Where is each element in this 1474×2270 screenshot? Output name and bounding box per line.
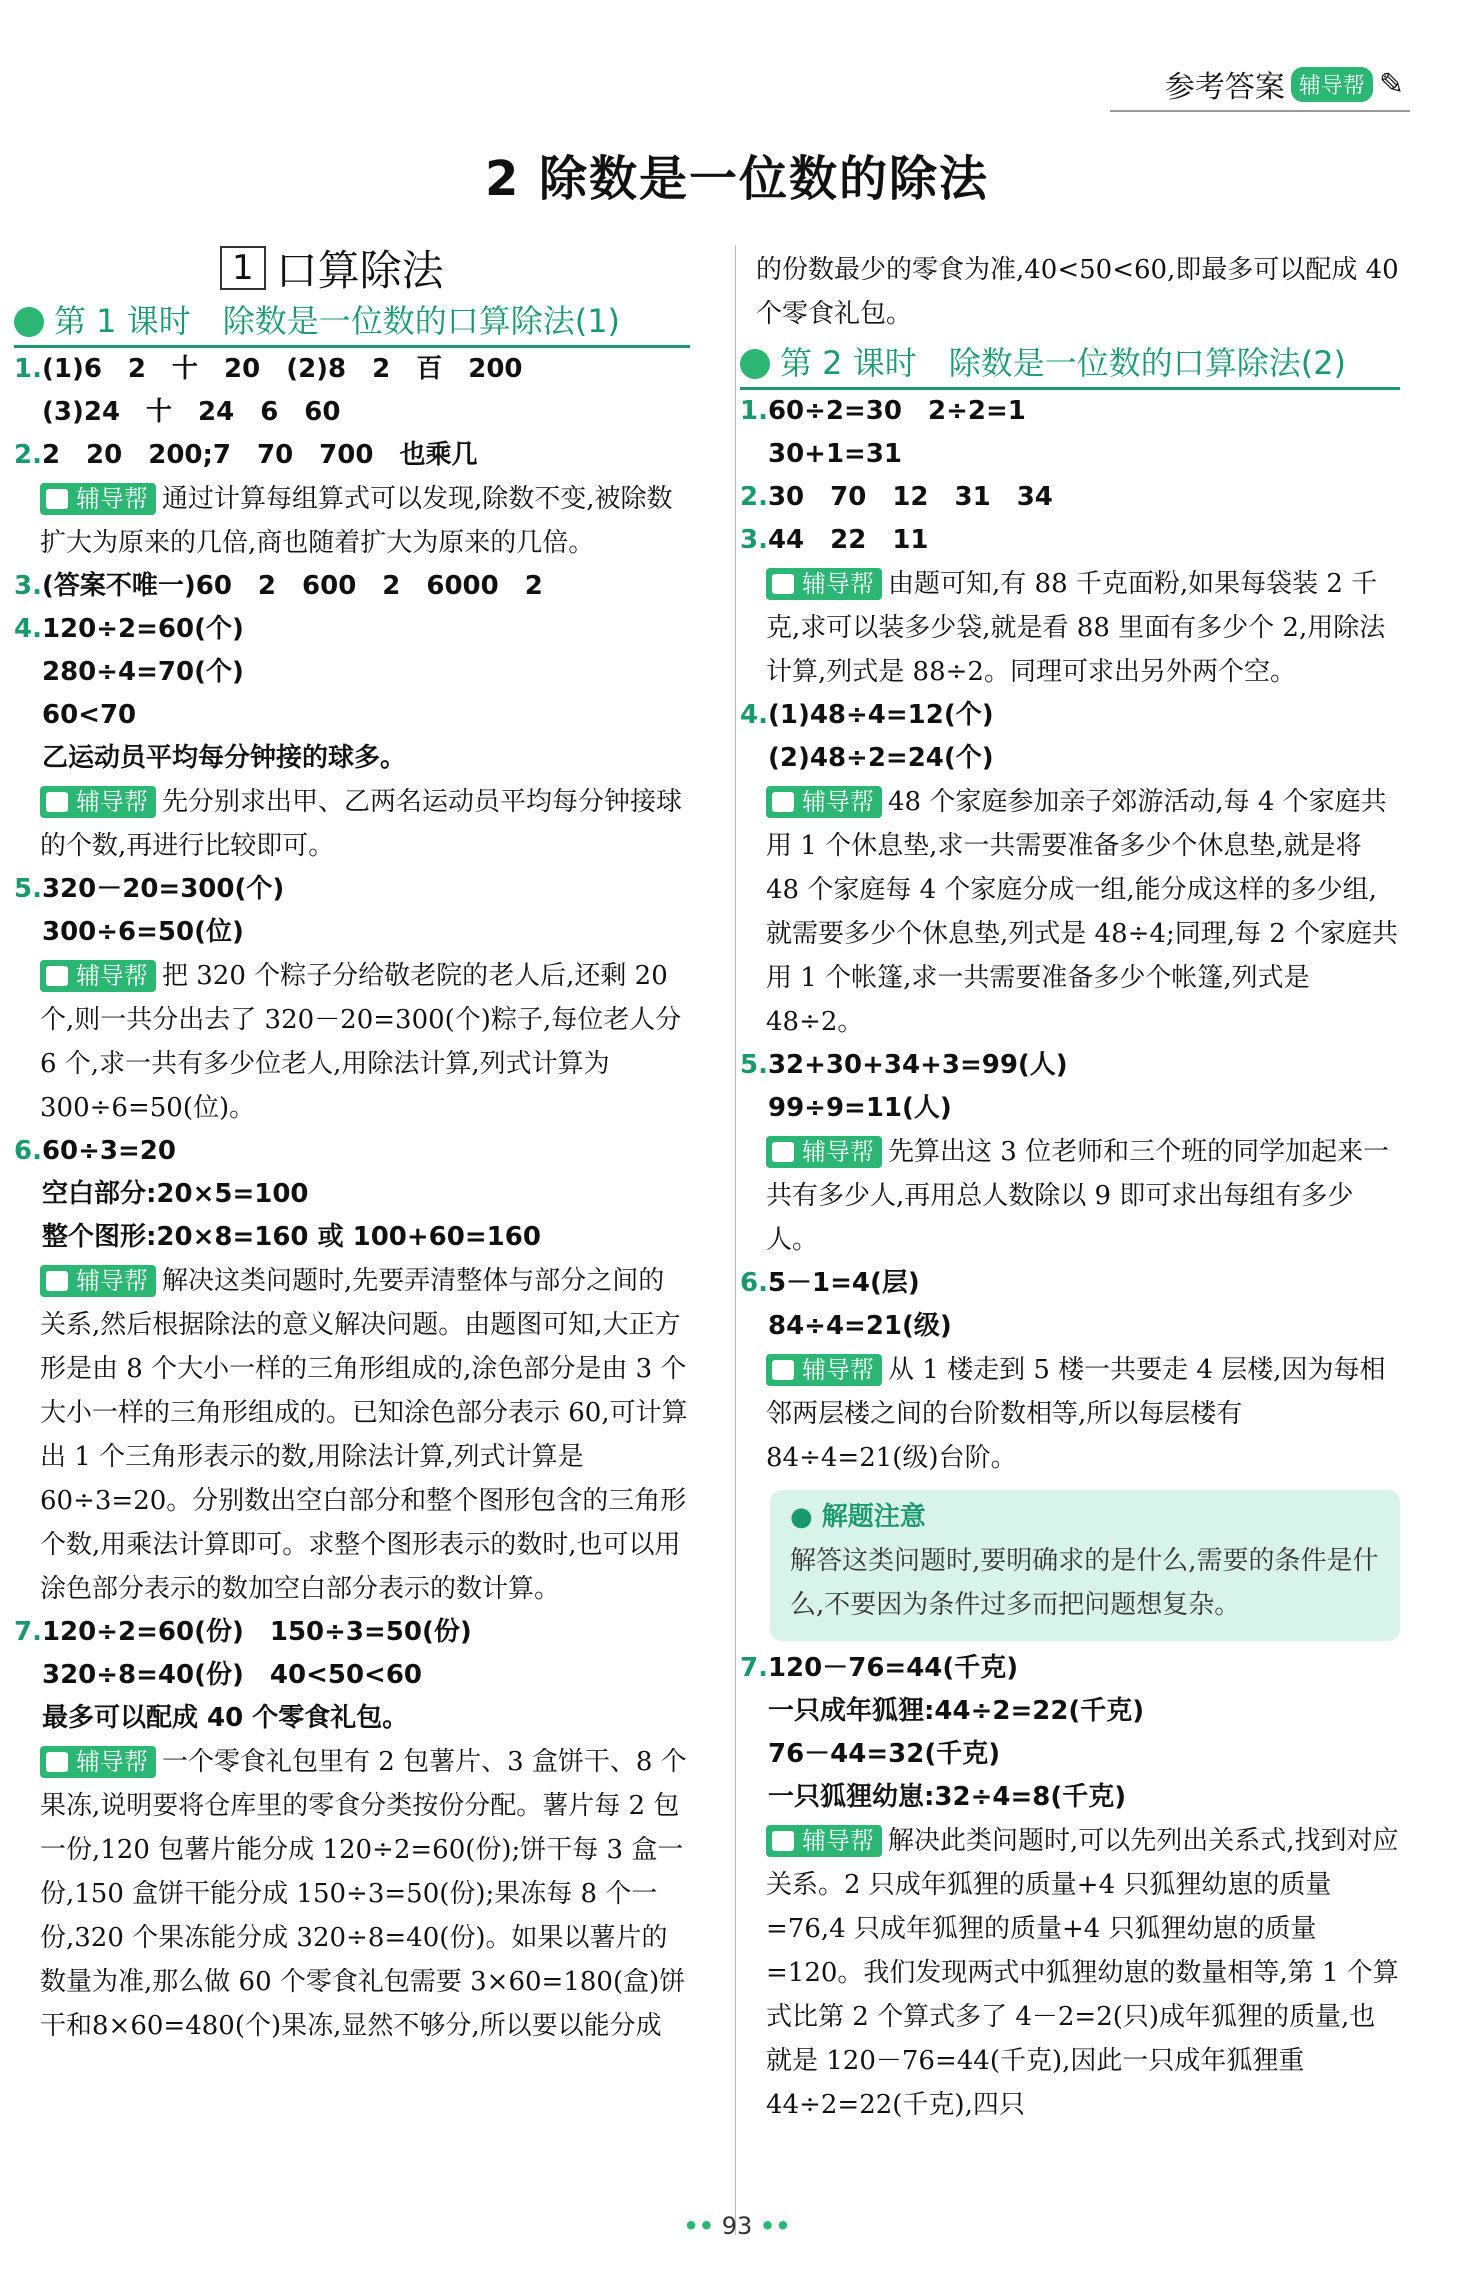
answer-7: 7.120÷2=60(份) 150÷3=50(份) [14, 1617, 472, 1647]
right-column [740, 248, 1400, 2127]
explanation-r4: 辅导帮 48 个家庭参加亲子郊游活动,每 4 个家庭共用 1 个休息垫,求一共需要准备多少个休息垫,就是将 48 个家庭每 4 个家庭分成一组,能分成这样的多少组,就需要多少个休息垫,列式是 48÷4;同理,每 2 个家庭共用 1 个帐篷,求一共需要准备多少个帐篷,列式是48÷2。 [766, 787, 1399, 1037]
answer-4d: 乙运动员平均每分钟接的球多。 [42, 743, 407, 773]
header-rule [1110, 110, 1410, 112]
explanation-r3: 辅导帮 由题可知,有 88 千克面粉,如果每袋装 2 千克,求可以装多少袋,就是看 88 里面有多少个 2,用除法计算,列式是 88÷2。同理可求出另外两个空。 [766, 569, 1386, 687]
lesson-icon [740, 349, 770, 379]
answer-1b: (3)24 十 24 6 60 [42, 397, 341, 427]
column-divider [735, 245, 736, 2235]
answer-4c: 60<70 [42, 700, 137, 730]
header-text: 参考答案 [1164, 70, 1285, 105]
lesson-icon [14, 307, 44, 337]
answer-3: 3.(答案不唯一)60 2 600 2 6000 2 [14, 571, 543, 601]
explanation-r7: 辅导帮 解决此类问题时,可以先列出关系式,找到对应关系。2 只成年狐狸的质量+4 只狐狸幼崽的质量=76,4 只成年狐狸的质量+4 只狐狸幼崽的质量=120。我们发现两式中狐狸幼崽的数量相等,第 1 个算式比第 2 个算式多了 4－2=2(只)成年狐狸的质量,也就是 120－76=44(千克),因此一只成年狐狸重 44÷2=22(千克),四只 [766, 1826, 1399, 2120]
explanation-4: 辅导帮 先分别求出甲、乙两名运动员平均每分钟接球的个数,再进行比较即可。 [40, 787, 683, 861]
answer-r6: 6.5－1=4(层) [740, 1268, 920, 1298]
lesson-1-heading: 第 1 课时 除数是一位数的口算除法(1) [14, 300, 690, 348]
answer-r5b: 99÷9=11(人) [768, 1093, 952, 1123]
answer-2: 2.2 20 200;7 70 700 也乘几 [14, 440, 478, 470]
answer-r4b: (2)48÷2=24(个) [768, 743, 994, 773]
answer-r7: 7.120－76=44(千克) [740, 1653, 1019, 1683]
explanation-r5: 辅导帮 先算出这 3 位老师和三个班的同学加起来一共有多少人,再用总人数除以 9 即可求出每组有多少人。 [766, 1137, 1390, 1255]
note-text: 解答这类问题时,要明确求的是什么,需要的条件是什么,不要因为条件过多而把问题想复杂。 [790, 1546, 1379, 1620]
answer-r5: 5.32+30+34+3=99(人) [740, 1050, 1068, 1080]
continued-text: 的份数最少的零食为准,40<50<60,即最多可以配成 40 个零食礼包。 [756, 255, 1399, 329]
answer-6: 6.60÷3=20 [14, 1136, 176, 1166]
left-column [14, 300, 690, 2048]
section-heading [220, 238, 444, 298]
explanation-7: 辅导帮 一个零食礼包里有 2 包薯片、3 盒饼干、8 个果冻,说明要将仓库里的零食分类按份分配。薯片每 2 包一份,120 包薯片能分成 120÷2=60(份);饼干每 3 盒一份,150 盒饼干能分成 150÷3=50(份);果冻每 8 个一份,320 个果冻能分成 320÷8=40(份)。如果以薯片的数量为准,那么做 60 个零食礼包需要 3×60=180(盒)饼干和8×60=480(个)果冻,显然不够分,所以要以能分成 [40, 1747, 687, 2041]
answer-r4: 4.(1)48÷4=12(个) [740, 700, 994, 730]
answer-5b: 300÷6=50(位) [42, 917, 244, 947]
answer-6b: 空白部分:20×5=100 [42, 1179, 309, 1209]
explanation-2: 辅导帮 通过计算每组算式可以发现,除数不变,被除数扩大为原来的几倍,商也随着扩大为原来的几倍。 [40, 484, 673, 558]
answer-r7c: 76－44=32(千克) [768, 1739, 1001, 1769]
lesson-2-heading: 第 2 课时 除数是一位数的口算除法(2) [740, 342, 1400, 390]
note-box [770, 1490, 1400, 1641]
pencil-icon: ✎ [1378, 66, 1404, 102]
page-header [1165, 62, 1404, 106]
answer-r3: 3.44 22 11 [740, 525, 929, 555]
answer-1: 1.(1)6 2 十 20 (2)8 2 百 200 [14, 354, 523, 384]
answer-4b: 280÷4=70(个) [42, 657, 244, 687]
answer-r1b: 30+1=31 [768, 439, 903, 469]
explanation-r6: 辅导帮 从 1 楼走到 5 楼一共要走 4 层楼,因为每相邻两层楼之间的台阶数相等,所以每层楼有 84÷4=21(级)台阶。 [766, 1355, 1386, 1473]
answer-6c: 整个图形:20×8=160 或 100+60=160 [42, 1222, 541, 1252]
answer-5: 5.320－20=300(个) [14, 874, 285, 904]
answer-r2: 2.30 70 12 31 34 [740, 482, 1053, 512]
answer-r7b: 一只成年狐狸:44÷2=22(千克) [768, 1696, 1145, 1726]
answer-7b: 320÷8=40(份) 40<50<60 [42, 1660, 422, 1690]
answer-4: 4.120÷2=60(个) [14, 614, 244, 644]
explanation-5: 辅导帮 把 320 个粽子分给敬老院的老人后,还剩 20 个,则一共分出去了 320－20=300(个)粽子,每位老人分 6 个,求一共有多少位老人,用除法计算,列式计算为 300÷6=50(位)。 [40, 961, 682, 1123]
answer-r7d: 一只狐狸幼崽:32÷4=8(千克) [768, 1782, 1127, 1812]
section-number: 1 [220, 246, 266, 290]
page-number: •• 93 •• [683, 2212, 791, 2240]
answer-r6b: 84÷4=21(级) [768, 1311, 952, 1341]
page-title: 2 除数是一位数的除法 [484, 151, 990, 207]
note-title: ● 解题注意 [790, 1502, 926, 1532]
tag-badge: 辅导帮 [40, 483, 156, 515]
answer-7c: 最多可以配成 40 个零食礼包。 [42, 1703, 409, 1733]
section-label: 口算除法 [275, 246, 444, 295]
explanation-6: 辅导帮 解决这类问题时,先要弄清整体与部分之间的关系,然后根据除法的意义解决问题。由题图可知,大正方形是由 8 个大小一样的三角形组成的,涂色部分是由 3 个大小一样的三角形组成的。已知涂色部分表示 60,可计算出 1 个三角形表示的数,用除法计算,列式计算是 60÷3=20。分别数出空白部分和整个图形包含的三角形个数,用乘法计算即可。求整个图形表示的数时,也可以用涂色部分表示的数加空白部分表示的数计算。 [40, 1266, 688, 1604]
header-brand: 辅导帮 [1291, 67, 1373, 102]
answer-r1: 1.60÷2=30 2÷2=1 [740, 396, 1026, 426]
